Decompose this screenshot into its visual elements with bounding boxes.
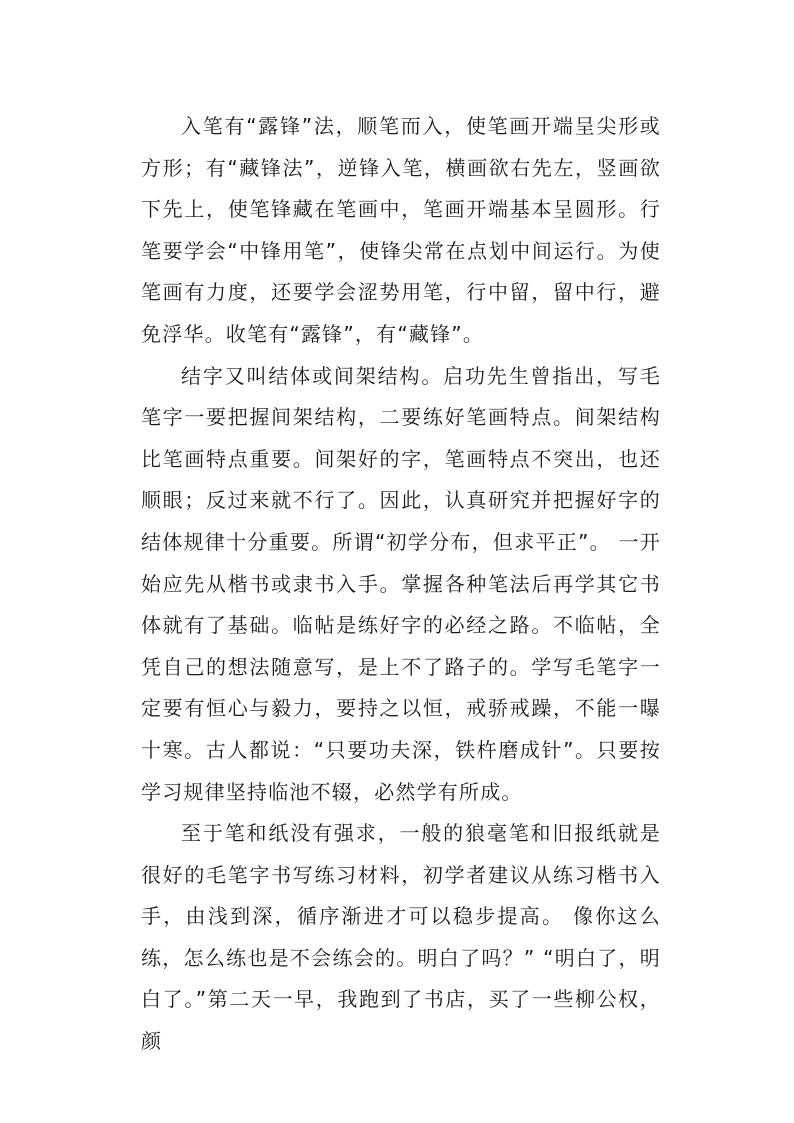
paragraph-character-structure: 结字又叫结体或间架结构。启功先生曾指出，写毛笔字一要把握间架结构，二要练好笔画特点。间架结构比笔画特点重要。间架好的字，笔画特点不突出，也还顺眼；反过来就不行了。因此，认真研究并把握好字的结体规律十分重要。所谓“初学分布，但求平正”。 一开始应先从楷书或隶书入手。掌握各种笔法后再学其它书体就有了基础。临帖是练好字的必经之路。不临帖，全凭自己的想法随意写，是上不了路子的。学写毛笔字一定要有恒心与毅力，要持之以恒，戒骄戒躁，不能一曝十寒。古人都说：“只要功夫深，铁杵磨成针”。只要按学习规律坚持临池不辍，必然学有所成。: [141, 363, 661, 804]
paragraph-stroke-technique: 入笔有“露锋”法，顺笔而入，使笔画开端呈尖形或方形；有“藏锋法”，逆锋入笔，横画欲右先左，竖画欲下先上，使笔锋藏在笔画中，笔画开端基本呈圆形。行笔要学会“中锋用笔”，使锋尖常在点划中间运行。为使笔画有力度，还要学会涩势用笔，行中留，留中行，避免浮华。收笔有“露锋”，有“藏锋”。: [141, 114, 661, 346]
body-text: [141, 106, 661, 1063]
paragraph-practice-materials: 至于笔和纸没有强求，一般的狼毫笔和旧报纸就是很好的毛笔字书写练习材料，初学者建议从练习楷书入手，由浅到深，循序渐进才可以稳步提高。 像你这么练，怎么练也是不会练会的。明白了吗？” “明白了，明白了。”第二天一早，我跑到了书店，买了一些柳公权，颜: [141, 821, 661, 1054]
